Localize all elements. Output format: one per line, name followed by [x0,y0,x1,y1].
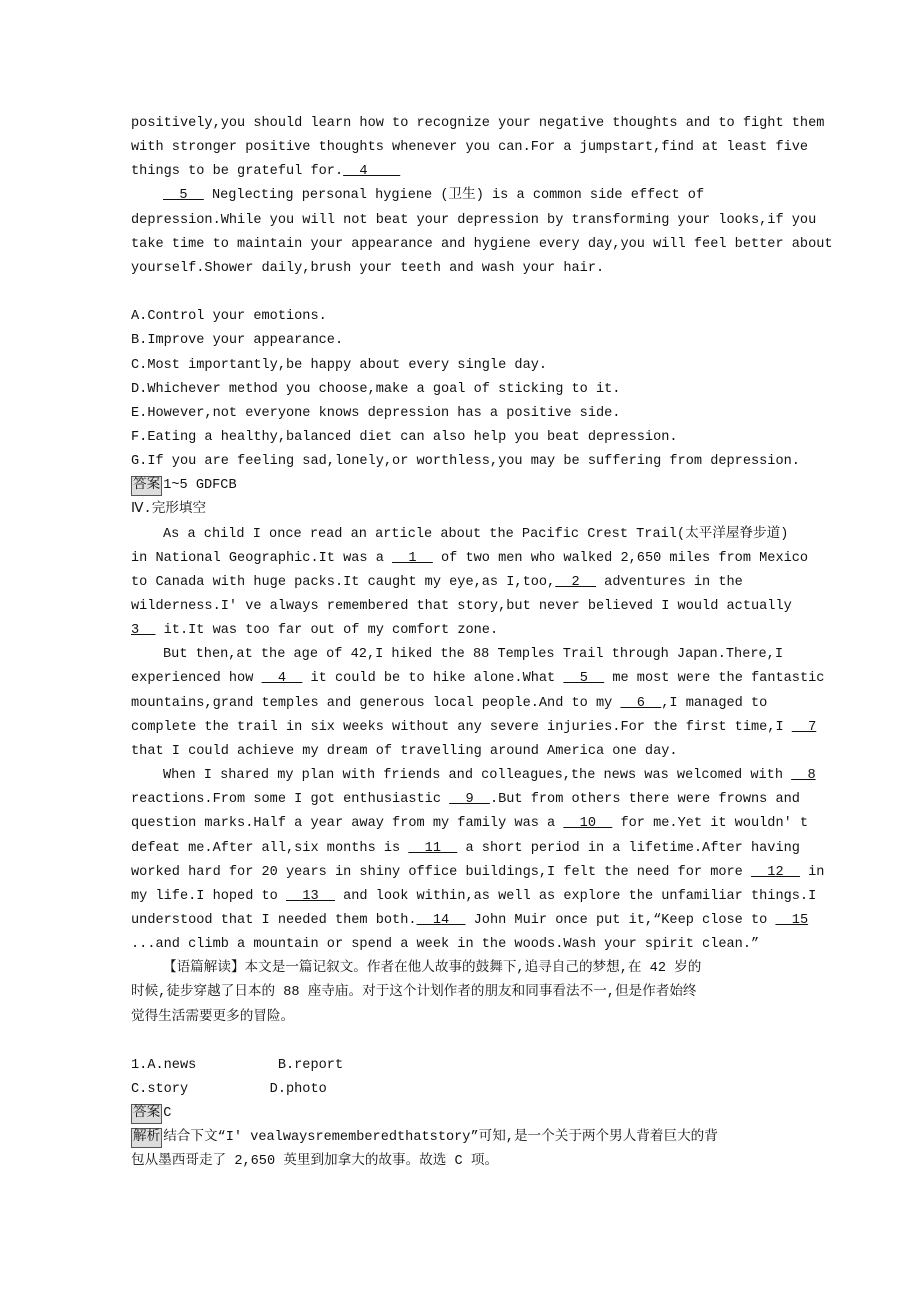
text-line [131,959,701,979]
text-segment: .But from others there were frowns and [489,792,800,808]
text-line [131,814,808,834]
text-segment: defeat me.After all,six months is [131,840,409,856]
text-segment: yourself.Shower daily,brush your teeth and wash your hair. [131,260,605,276]
text-line [131,525,788,545]
text-segment: a short period in a lifetime.After having [457,840,800,856]
text-line [131,766,816,786]
text-line [131,162,400,182]
text-segment: worked hard for 20 years in shiny office buildings,I felt the need for more [131,864,751,880]
text-line [131,1080,327,1100]
text-segment: in National Geographic.It was a [131,550,393,566]
text-segment: 1.A.news B.report [131,1057,344,1073]
text-segment: G.If you are feeling sad,lonely,or worthless,you may be suffering from depression. [131,454,800,470]
text-line [131,1104,171,1124]
text-line [131,911,808,931]
text-line [131,356,547,376]
text-segment: things to be grateful for. [131,164,344,180]
answer-blank: 15 [775,912,809,928]
text-line [131,404,620,424]
text-line [131,331,343,351]
text-segment: of two men who walked 2,650 miles from Mexico [432,550,809,566]
text-segment: 时候,徒步穿越了日本的 88 座寺庙。对于这个计划作者的朋友和同事看法不一,但是作者始终 [131,985,697,1001]
answer-blank: 5 [163,188,204,204]
text-segment: ,I managed to [661,695,768,711]
answer-blank: 10 [563,816,613,832]
text-segment: question marks.Half a year away from my family was a [131,816,564,832]
text-line [131,621,498,641]
text-line [131,718,816,738]
answer-blank: 5 [563,671,605,687]
text-segment: 包从墨西哥走了 2,650 英里到加拿大的故事。故选 C 项。 [131,1154,499,1170]
answer-blank: 8 [791,768,816,784]
text-line [131,476,237,496]
answer-blank: 14 [416,912,466,928]
answer-blank: 4 [261,671,303,687]
text-line [131,549,808,569]
text-segment: E.However,not everyone knows depression has a positive side. [131,405,621,421]
text-segment: Ⅳ.完形填空 [131,502,207,518]
text-segment: 觉得生活需要更多的冒险。 [131,1009,295,1025]
text-segment: mountains,grand temples and generous local people.And to my [131,695,621,711]
text-line [131,235,833,255]
answer-blank: 13 [286,888,335,904]
text-line [131,935,759,955]
text-segment: D.Whichever method you choose,make a goal of sticking to it. [131,381,621,397]
label-tag: 解析 [131,1128,162,1148]
text-segment: adventures in the [596,574,743,590]
text-segment: 【语篇解读】本文是一篇记叙文。作者在他人故事的鼓舞下,追寻自己的梦想,在 42 岁的 [163,961,702,977]
text-line [131,863,824,883]
text-line [131,694,767,714]
text-line [131,1056,343,1076]
text-line [131,452,800,472]
text-segment: me most were the fantastic [604,671,825,687]
text-line [131,742,678,762]
text-line [131,428,678,448]
text-line [131,839,800,859]
text-line [131,790,800,810]
answer-blank: 7 [791,719,817,735]
text-line [131,307,327,327]
text-segment: C.story D.photo [131,1082,327,1097]
text-segment: and look within,as well as explore the unfamiliar things.I [334,888,817,904]
text-line [131,669,824,689]
label-tag: 答案 [131,476,162,496]
text-line [131,887,816,907]
text-segment: depression.While you will not beat your depression by transforming your looks,if you [131,212,817,228]
text-segment: A.Control your emotions. [131,309,327,325]
answer-blank: 1 [392,550,433,566]
text-segment: ...and climb a mountain or spend a week in the woods.Wash your spirit clean.” [131,937,760,953]
text-segment: Neglecting personal hygiene (卫生) is a common side effect of [203,188,705,204]
text-line [131,573,743,593]
text-line [131,983,697,1003]
text-segment: C.Most importantly,be happy about every single day. [131,357,548,373]
text-segment: C [163,1106,172,1122]
answer-blank: 4 [343,164,401,180]
text-segment: 1~5 GDFCB [163,478,237,494]
text-line [131,211,816,231]
text-line [131,500,206,520]
text-segment: reactions.From some I got enthusiastic [131,792,450,808]
text-segment: experienced how [131,671,262,687]
text-line [131,138,808,158]
answer-blank: 6 [620,695,662,711]
answer-blank: 11 [408,840,458,856]
text-segment: my life.I hoped to [131,888,286,904]
text-segment: positively,you should learn how to recognize your negative thoughts and to fight them [131,116,825,131]
answer-blank: 2 [555,574,596,590]
text-segment: take time to maintain your appearance and hygiene every day,you will feel better about [131,236,833,252]
text-line [131,114,824,134]
text-segment: F.Eating a healthy,balanced diet can also help you beat depression. [131,429,678,445]
text-line [131,645,783,665]
answer-blank: 12 [750,864,800,880]
text-segment: As a child I once read an article about the Pacific Crest Trail(太平洋屋脊步道) [163,526,789,542]
text-segment: 结合下文“I' vealwaysrememberedthatstory”可知,是一个关于两个男人背着巨大的背 [163,1130,718,1146]
text-segment: to Canada with huge packs.It caught my eye,as I,too, [131,574,556,590]
text-segment: with stronger positive thoughts whenever you can.For a jumpstart,find at least five [131,140,809,156]
text-segment: it.It was too far out of my comfort zone. [155,623,499,639]
text-segment: that I could achieve my dream of travelling around America one day. [131,743,678,759]
text-line [131,186,704,206]
text-segment: in [799,864,825,880]
text-line [131,1128,718,1148]
text-segment: wilderness.I' ve always remembered that story,but never believed I would actually [131,599,792,614]
text-line [131,597,792,617]
text-segment: it could be to hike alone.What [302,671,564,687]
text-segment: B.Improve your appearance. [131,333,344,349]
text-segment: complete the trail in six weeks without any severe injuries.For the first time,I [131,719,792,735]
answer-blank: 3 [131,623,156,639]
answer-blank: 9 [449,792,490,808]
text-segment: understood that I needed them both. [131,912,417,928]
text-line [131,1152,498,1172]
text-line [131,1008,294,1028]
text-segment: for me.Yet it wouldn' t [612,816,809,832]
text-segment: When I shared my plan with friends and colleagues,the news was welcomed with [163,768,792,784]
text-line [131,380,620,400]
text-segment: John Muir once put it,“Keep close to [465,912,776,928]
label-tag: 答案 [131,1104,162,1124]
text-line [131,259,604,279]
text-segment: But then,at the age of 42,I hiked the 88 Temples Trail through Japan.There,I [163,647,783,663]
